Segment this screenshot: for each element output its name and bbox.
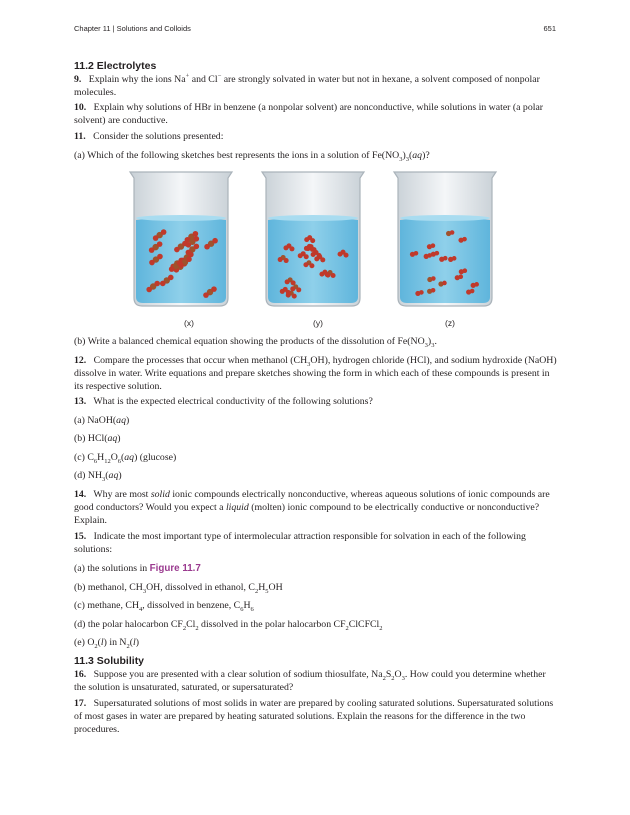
ion [319,272,324,277]
water-surface [268,215,358,221]
section-title-electrolytes: 11.2 Electrolytes [74,60,157,72]
ion [169,266,175,272]
question-13c: (c) $C_6H_{12}O_6(aq)$ (glucose) [74,452,177,465]
ion [290,286,295,291]
beaker-illustrations [126,170,506,330]
ion [442,281,447,286]
ion [278,257,283,262]
ion [474,282,479,287]
ion [331,273,336,278]
question-13d: (d) $NH_3(aq)$ [74,470,122,483]
ion [146,287,152,293]
section-title-solubility: 11.3 Solubility [74,655,145,667]
chapter-header: Chapter 11 | Solutions and Colloids [74,24,191,33]
beaker-1 [262,172,364,306]
ion [284,258,289,263]
ion [344,253,349,258]
question-15e: (e) $O_2(l)$ in $N_2(l)$ [74,637,140,650]
page-number: 651 [543,24,556,33]
beaker-2 [394,172,496,306]
ion [470,289,475,294]
question-15: 15. Indicate the most important type of intermolecular attraction responsible for solvation in each of the following solutions: [74,531,526,555]
question-10: 10. Explain why solutions of HBr in benzene (a nonpolar solvent) are nonconductive, while solutions in water (a polar solvent) are conductive. [74,102,544,126]
ion [452,256,457,261]
ion [168,275,174,281]
ion [194,236,200,242]
ion [419,290,424,295]
ion [186,242,192,248]
ion [303,262,308,267]
question-15c: (c) methane, $CH_4$, dissolved in benzene, $C_6H_6$ [74,600,254,613]
ion [280,289,285,294]
question-16: 16. Suppose you are presented with a clear solution of sodium thiosulfate, $Na_2S_2O_3$. How could you determine whether the solution is unsaturated, saturated, or supersaturated? [74,669,546,693]
ion [149,247,155,253]
question-11: 11. Consider the solutions presented: [74,131,224,142]
ion [309,263,314,268]
ion [414,251,419,256]
ion [296,287,301,292]
ion [304,254,309,259]
question-13b: (b) HCl(aq) [74,433,121,444]
ion [435,251,440,256]
ion [298,253,303,258]
question-13a: (a) NaOH(aq) [74,415,130,426]
ion [306,246,311,251]
ion [286,290,291,295]
ion [310,238,315,243]
question-9: 9. Explain why the ions Na+ and Cl− are strongly solvated in water but not in hexane, a solvent composed of nonpolar molecules. [74,72,540,98]
ion [204,244,210,250]
ion [292,294,297,299]
water-surface [400,215,490,221]
ion [193,231,199,237]
question-14: 14. Why are most solid ionic compounds electrically nonconductive, whereas aqueous solutions of ionic compounds are good conductors? Would you expect a liquid (molten) ionic compound to be electrically conductive or nonconductive? Explain. [74,489,550,526]
ion [311,252,316,257]
ion [153,235,159,241]
ion [149,260,155,266]
question-13: 13. What is the expected electrical conductivity of the following solutions? [74,396,373,407]
ion [338,252,343,257]
ion [186,256,192,262]
beaker-figure [126,170,506,330]
ion [154,281,160,287]
ion [325,273,330,278]
question-17: 17. Supersaturated solutions of most solids in water are prepared by cooling saturated solutions. Supersaturated solutions of most gases in water are prepared by heating saturated solutions. Explain the reasons for the difference in the two procedures. [74,698,554,735]
ion [157,241,163,247]
ion [431,243,436,248]
ion [186,250,192,256]
ion [304,237,309,242]
question-15d: (d) the polar halocarbon $CF_2Cl_2$ dissolved in the polar halocarbon $CF_2ClCFCl_2$ [74,619,383,632]
beaker-label-y: (y) [313,318,323,328]
ion [285,279,290,284]
ion [427,253,432,258]
ion [203,292,209,298]
ion [177,260,183,266]
ion [161,229,167,235]
ion [443,256,448,261]
question-15a: (a) the solutions in Figure 11.7 [74,563,201,574]
question-11b: (b) Write a balanced chemical equation showing the products of the dissolution of $Fe(NO_3)_3$. [74,336,437,349]
ion [431,276,436,281]
question-11a: (a) Which of the following sketches best represents the ions in a solution of $Fe(NO_3)_3(aq)$? [74,150,430,163]
ion [160,281,166,287]
ion [174,247,180,253]
ion [463,268,468,273]
beaker-label-z: (z) [445,318,455,328]
beaker-0 [130,172,232,306]
ion [450,230,455,235]
question-12: 12. Compare the processes that occur when methanol $(CH_3OH)$, hydrogen chloride (HCl), and sodium hydroxide (NaOH) dissolve in water. Write equations and prepare sketches showing the form in which each of these compounds is present in its respective solution. [74,355,557,392]
ion [289,246,294,251]
ion [211,286,217,292]
ion [458,274,463,279]
ion [157,254,163,260]
ion [462,237,467,242]
ion [212,238,218,244]
beaker-label-x: (x) [184,318,194,328]
ion [194,244,200,250]
ion [314,256,319,261]
ion [320,257,325,262]
ion [431,288,436,293]
ion [312,247,317,252]
figure-link[interactable]: Figure 11.7 [149,563,201,574]
question-15b: (b) methanol, $CH_3OH$, dissolved in ethanol, $C_2H_5OH$ [74,582,283,595]
water-surface [136,215,226,221]
ion [283,245,288,250]
